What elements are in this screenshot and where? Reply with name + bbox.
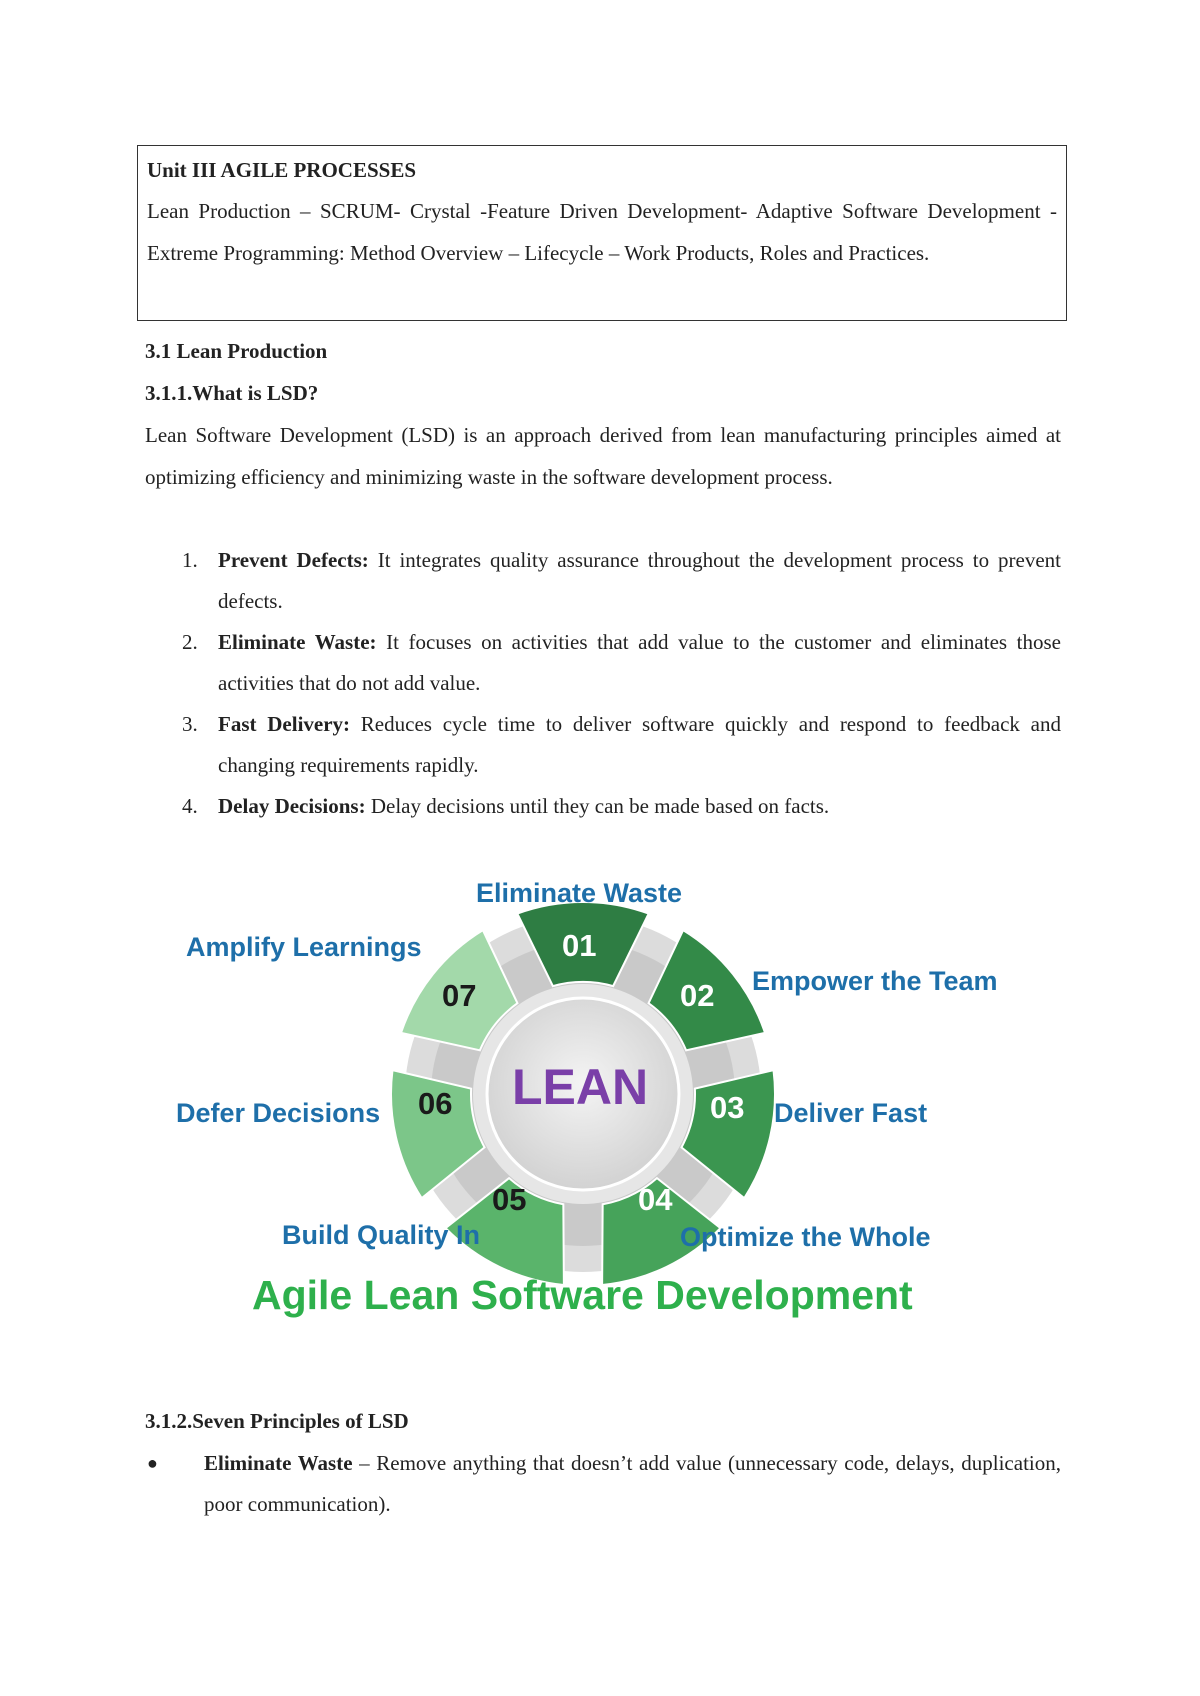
unit-summary-box [137,145,1067,321]
list-text: – Remove anything that doesn’t add value (unnecessary code, delays, duplication, poor communication). [204,1451,1061,1516]
list-number: 2. [182,630,198,654]
section-heading-3-1-1: 3.1.1.What is LSD? [145,381,319,405]
label-deliver-fast: Deliver Fast [774,1098,928,1128]
list-term: Fast Delivery: [218,712,351,736]
label-empower-the-team: Empower the Team [752,966,998,996]
segment-number-05: 05 [492,1182,527,1217]
list-text: Delay decisions until they can be made based on facts. [365,794,830,818]
list-text: Reduces cycle time to deliver software quickly and respond to feedback and changing requirements rapidly. [218,712,1061,777]
list-item [145,622,1061,704]
label-build-quality-in: Build Quality In [282,1220,481,1250]
list-text: It integrates quality assurance throughout the development process to prevent defects. [218,548,1061,613]
segment-number-04: 04 [638,1182,673,1217]
list-text: It focuses on activities that add value to the customer and eliminates those activities that do not add value. [218,630,1061,695]
segment-number-02: 02 [680,978,715,1013]
label-defer-decisions: Defer Decisions [176,1098,381,1128]
list-number: 1. [182,548,198,572]
section-heading-3-1: 3.1 Lean Production [145,339,328,363]
lsd-points-list [145,540,1061,827]
list-number: 3. [182,712,198,736]
segment-number-07: 07 [442,978,477,1013]
label-eliminate-waste: Eliminate Waste [476,878,683,908]
unit-description: Lean Production – SCRUM- Crystal -Feature Driven Development- Adaptive Software Development - Extreme Programming: Method Overview – Lifecycle – Work Products, Roles and Practices. [147,199,1057,265]
list-term: Eliminate Waste [204,1451,353,1475]
list-term: Delay Decisions: [218,794,366,818]
segment-number-06: 06 [418,1086,453,1121]
seven-principles-list [145,1443,1061,1525]
section-heading-3-1-2: 3.1.2.Seven Principles of LSD [145,1409,409,1433]
lean-center-label: LEAN [512,1059,649,1115]
bullet-dot-icon: ● [147,1453,158,1473]
lean-principles-diagram [160,870,1040,1360]
unit-title: Unit III AGILE PROCESSES [147,158,417,182]
list-item [145,1443,1061,1525]
list-term: Prevent Defects: [218,548,369,572]
lsd-intro-paragraph: Lean Software Development (LSD) is an approach derived from lean manufacturing principles aimed at optimizing efficiency and minimizing waste in the software development process. [145,423,1061,489]
list-item [145,704,1061,786]
list-item [145,786,1061,827]
list-term: Eliminate Waste: [218,630,377,654]
list-number: 4. [182,794,198,818]
label-amplify-learnings: Amplify Learnings [186,932,422,962]
segment-number-01: 01 [562,928,597,963]
list-item [145,540,1061,622]
label-optimize-the-whole: Optimize the Whole [680,1222,931,1252]
segment-number-03: 03 [710,1090,745,1125]
diagram-title: Agile Lean Software Development [252,1272,913,1318]
